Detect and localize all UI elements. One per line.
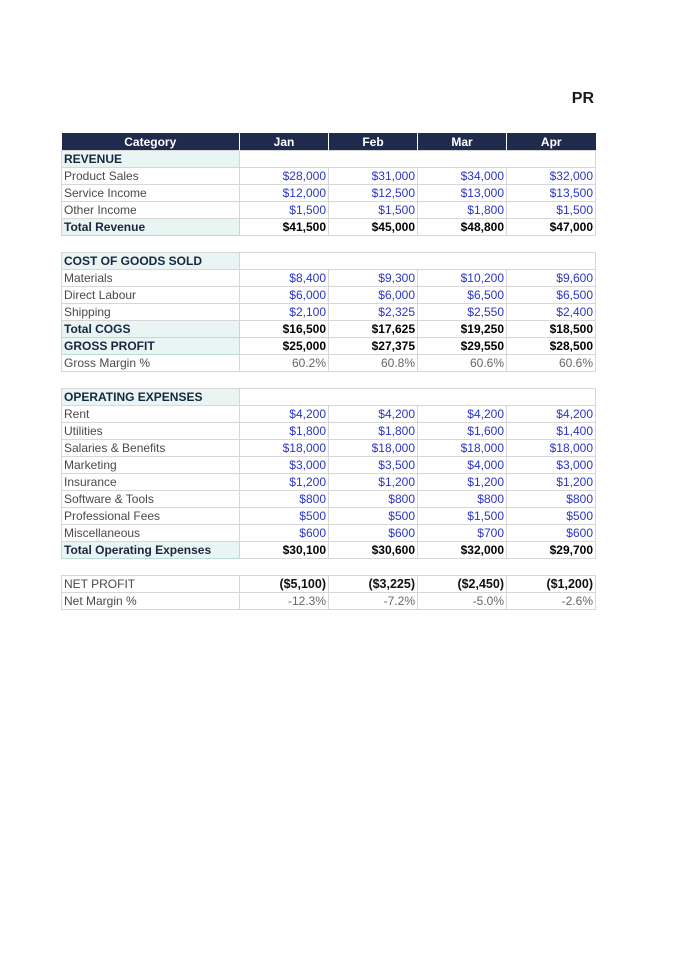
row-label[interactable]: Total COGS xyxy=(62,321,240,338)
spacer-cell xyxy=(62,559,596,576)
row-label[interactable]: Software & Tools xyxy=(62,491,240,508)
cell-feb[interactable]: $4,200 xyxy=(329,406,418,423)
row-label[interactable]: GROSS PROFIT xyxy=(62,338,240,355)
cell-jan[interactable]: $16,500 xyxy=(240,321,329,338)
cell-apr[interactable]: $1,200 xyxy=(507,474,596,491)
cell-feb[interactable]: $9,300 xyxy=(329,270,418,287)
page-title: PR xyxy=(571,90,594,107)
cell-mar[interactable]: ($2,450) xyxy=(418,576,507,593)
cell-apr[interactable]: $1,500 xyxy=(507,202,596,219)
cell-jan[interactable]: $1,500 xyxy=(240,202,329,219)
cell-apr[interactable]: 60.6% xyxy=(507,355,596,372)
cell-feb[interactable]: $1,500 xyxy=(329,202,418,219)
section-empty-cell[interactable] xyxy=(240,389,596,406)
table-row-professional-fees xyxy=(62,508,596,525)
cell-jan[interactable]: $12,000 xyxy=(240,185,329,202)
section-header-row xyxy=(62,151,596,168)
cell-apr[interactable]: $18,500 xyxy=(507,321,596,338)
cell-jan[interactable]: $500 xyxy=(240,508,329,525)
header-apr[interactable]: Apr xyxy=(507,133,596,151)
cell-jan[interactable]: $1,800 xyxy=(240,423,329,440)
row-label[interactable]: Total Revenue xyxy=(62,219,240,236)
cell-jan[interactable]: $600 xyxy=(240,525,329,542)
header-category[interactable]: Category xyxy=(62,133,240,151)
row-label[interactable]: Salaries & Benefits xyxy=(62,440,240,457)
cell-mar[interactable]: $6,500 xyxy=(418,287,507,304)
cell-apr[interactable]: $3,000 xyxy=(507,457,596,474)
cell-apr[interactable]: $4,200 xyxy=(507,406,596,423)
row-label[interactable]: Net Margin % xyxy=(62,593,240,610)
row-label[interactable]: Utilities xyxy=(62,423,240,440)
spacer-cell xyxy=(62,236,596,253)
row-label[interactable]: Materials xyxy=(62,270,240,287)
header-row xyxy=(62,133,596,151)
spacer-row xyxy=(62,372,596,389)
cell-feb[interactable]: $12,500 xyxy=(329,185,418,202)
table-row-product-sales xyxy=(62,168,596,185)
cell-mar[interactable]: $1,600 xyxy=(418,423,507,440)
row-label[interactable]: Professional Fees xyxy=(62,508,240,525)
cell-apr[interactable]: $500 xyxy=(507,508,596,525)
section-title-revenue[interactable]: REVENUE xyxy=(62,151,240,168)
table-row-salaries-and-benefits xyxy=(62,440,596,457)
row-label[interactable]: NET PROFIT xyxy=(62,576,240,593)
cell-jan[interactable]: $1,200 xyxy=(240,474,329,491)
cell-mar[interactable]: $10,200 xyxy=(418,270,507,287)
cell-jan[interactable]: $6,000 xyxy=(240,287,329,304)
row-label[interactable]: Total Operating Expenses xyxy=(62,542,240,559)
cell-mar[interactable]: $13,000 xyxy=(418,185,507,202)
spacer-cell xyxy=(62,372,596,389)
cell-mar[interactable]: $34,000 xyxy=(418,168,507,185)
cell-apr[interactable]: $6,500 xyxy=(507,287,596,304)
header-mar[interactable]: Mar xyxy=(418,133,507,151)
section-title-operating-expenses[interactable]: OPERATING EXPENSES xyxy=(62,389,240,406)
row-label[interactable]: Other Income xyxy=(62,202,240,219)
cell-jan[interactable]: $2,100 xyxy=(240,304,329,321)
cell-apr[interactable]: $18,000 xyxy=(507,440,596,457)
row-label[interactable]: Gross Margin % xyxy=(62,355,240,372)
cell-feb[interactable]: $1,200 xyxy=(329,474,418,491)
spacer-row xyxy=(62,559,596,576)
table-row-gross-margin-pct xyxy=(62,355,596,372)
cell-mar[interactable]: $700 xyxy=(418,525,507,542)
header-feb[interactable]: Feb xyxy=(329,133,418,151)
spacer-row xyxy=(62,236,596,253)
table-body xyxy=(62,151,596,610)
cell-feb[interactable]: -7.2% xyxy=(329,593,418,610)
table-row-total-operating-expenses xyxy=(62,542,596,559)
cell-feb[interactable]: $800 xyxy=(329,491,418,508)
cell-feb[interactable]: $45,000 xyxy=(329,219,418,236)
cell-mar[interactable]: $48,800 xyxy=(418,219,507,236)
table-row-software-and-tools xyxy=(62,491,596,508)
section-empty-cell[interactable] xyxy=(240,253,596,270)
row-label[interactable]: Marketing xyxy=(62,457,240,474)
table-row-total-revenue xyxy=(62,219,596,236)
cell-apr[interactable]: $2,400 xyxy=(507,304,596,321)
cell-mar[interactable]: $1,800 xyxy=(418,202,507,219)
cell-jan[interactable]: $4,200 xyxy=(240,406,329,423)
section-header-row xyxy=(62,253,596,270)
cell-mar[interactable]: -5.0% xyxy=(418,593,507,610)
row-label[interactable]: Product Sales xyxy=(62,168,240,185)
cell-apr[interactable]: $32,000 xyxy=(507,168,596,185)
cell-jan[interactable]: $25,000 xyxy=(240,338,329,355)
cell-jan[interactable]: $800 xyxy=(240,491,329,508)
cell-mar[interactable]: $1,200 xyxy=(418,474,507,491)
cell-feb[interactable]: $500 xyxy=(329,508,418,525)
cell-feb[interactable]: $27,375 xyxy=(329,338,418,355)
table-row-net-margin-pct xyxy=(62,593,596,610)
cell-jan[interactable]: $18,000 xyxy=(240,440,329,457)
table-row-net-profit xyxy=(62,576,596,593)
row-label[interactable]: Shipping xyxy=(62,304,240,321)
cell-feb[interactable]: 60.8% xyxy=(329,355,418,372)
table-row-rent xyxy=(62,406,596,423)
table-row-gross-profit xyxy=(62,338,596,355)
cell-feb[interactable]: $1,800 xyxy=(329,423,418,440)
cell-mar[interactable]: $19,250 xyxy=(418,321,507,338)
cell-apr[interactable]: ($1,200) xyxy=(507,576,596,593)
table-row-marketing xyxy=(62,457,596,474)
cell-apr[interactable]: $9,600 xyxy=(507,270,596,287)
cell-apr[interactable]: $1,400 xyxy=(507,423,596,440)
cell-jan[interactable]: $41,500 xyxy=(240,219,329,236)
cell-mar[interactable]: $4,200 xyxy=(418,406,507,423)
table-row-total-cogs xyxy=(62,321,596,338)
cell-mar[interactable]: $1,500 xyxy=(418,508,507,525)
cell-jan[interactable]: $8,400 xyxy=(240,270,329,287)
cell-mar[interactable]: 60.6% xyxy=(418,355,507,372)
cell-feb[interactable]: $600 xyxy=(329,525,418,542)
table-row-materials xyxy=(62,270,596,287)
cell-apr[interactable]: $800 xyxy=(507,491,596,508)
cell-apr[interactable]: $600 xyxy=(507,525,596,542)
table-row-shipping xyxy=(62,304,596,321)
table-row-insurance xyxy=(62,474,596,491)
cell-feb[interactable]: $3,500 xyxy=(329,457,418,474)
cell-mar[interactable]: $800 xyxy=(418,491,507,508)
cell-feb[interactable]: $17,625 xyxy=(329,321,418,338)
cell-jan[interactable]: $3,000 xyxy=(240,457,329,474)
row-label[interactable]: Rent xyxy=(62,406,240,423)
cell-feb[interactable]: $30,600 xyxy=(329,542,418,559)
row-label[interactable]: Direct Labour xyxy=(62,287,240,304)
row-label[interactable]: Miscellaneous xyxy=(62,525,240,542)
section-title-cost-of-goods-sold[interactable]: COST OF GOODS SOLD xyxy=(62,253,240,270)
cell-mar[interactable]: $32,000 xyxy=(418,542,507,559)
cell-jan[interactable]: -12.3% xyxy=(240,593,329,610)
cell-jan[interactable]: ($5,100) xyxy=(240,576,329,593)
row-label[interactable]: Insurance xyxy=(62,474,240,491)
cell-feb[interactable]: $6,000 xyxy=(329,287,418,304)
cell-feb[interactable]: $2,325 xyxy=(329,304,418,321)
table-row-direct-labour xyxy=(62,287,596,304)
table-row-service-income xyxy=(62,185,596,202)
table-row-utilities xyxy=(62,423,596,440)
cell-apr[interactable]: $13,500 xyxy=(507,185,596,202)
pl-table xyxy=(61,133,596,610)
cell-jan[interactable]: 60.2% xyxy=(240,355,329,372)
cell-feb[interactable]: $31,000 xyxy=(329,168,418,185)
cell-jan[interactable]: $28,000 xyxy=(240,168,329,185)
section-header-row xyxy=(62,389,596,406)
row-label[interactable]: Service Income xyxy=(62,185,240,202)
cell-mar[interactable]: $4,000 xyxy=(418,457,507,474)
table-row-miscellaneous xyxy=(62,525,596,542)
header-jan[interactable]: Jan xyxy=(240,133,329,151)
cell-mar[interactable]: $29,550 xyxy=(418,338,507,355)
cell-apr[interactable]: -2.6% xyxy=(507,593,596,610)
section-empty-cell[interactable] xyxy=(240,151,596,168)
cell-mar[interactable]: $18,000 xyxy=(418,440,507,457)
cell-jan[interactable]: $30,100 xyxy=(240,542,329,559)
cell-apr[interactable]: $29,700 xyxy=(507,542,596,559)
cell-feb[interactable]: $18,000 xyxy=(329,440,418,457)
cell-feb[interactable]: ($3,225) xyxy=(329,576,418,593)
table-row-other-income xyxy=(62,202,596,219)
cell-apr[interactable]: $47,000 xyxy=(507,219,596,236)
cell-apr[interactable]: $28,500 xyxy=(507,338,596,355)
cell-mar[interactable]: $2,550 xyxy=(418,304,507,321)
